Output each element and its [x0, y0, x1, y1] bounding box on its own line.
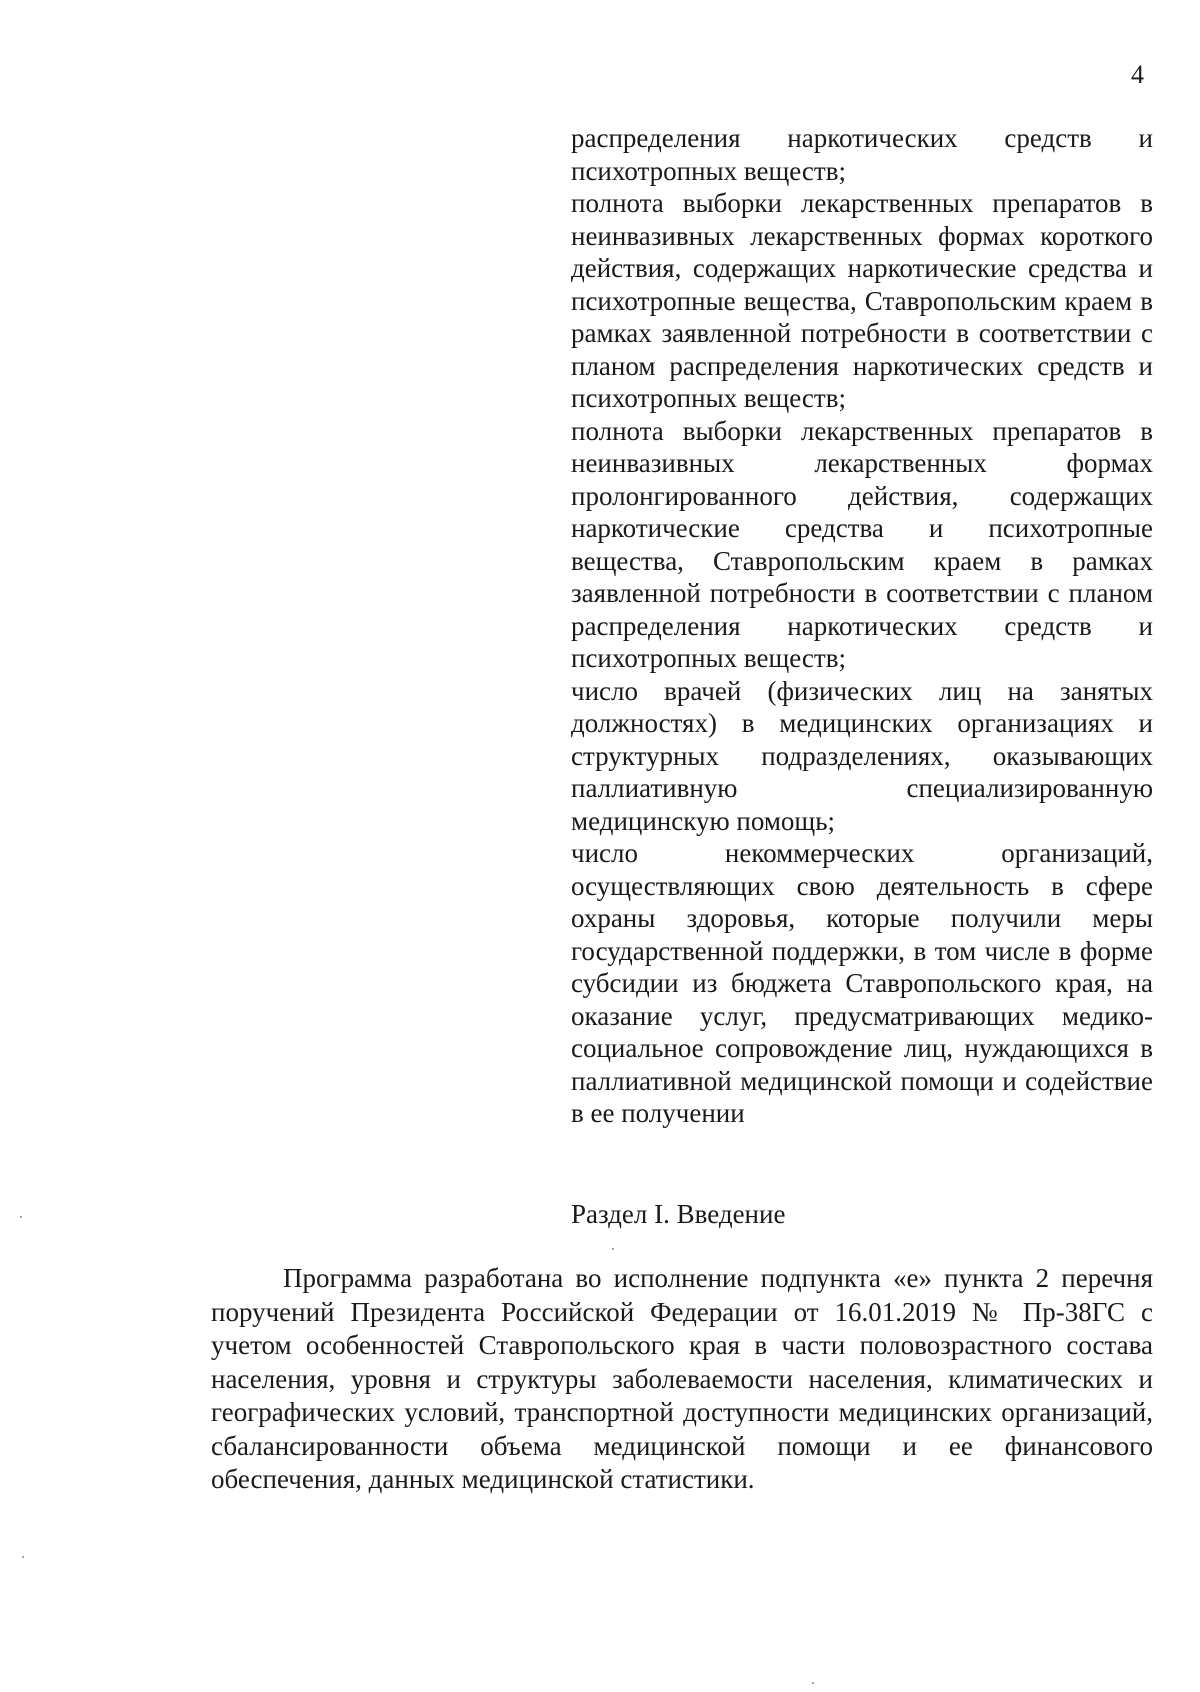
scan-speck	[612, 1248, 614, 1250]
intro-paragraph: Программа разработана во исполнение подпункта «е» пункта 2 перечня поручений Президента Российской Федерации от 16.01.2019 № Пр-38ГС с учетом особенностей Ставропольского края в части половозрастного состава населения, уровня и структуры заболеваемости населения, климатических и географических условий, транспортной доступности медицинских организаций, сбалансированности объема медицинской помощи и ее финансового обеспечения, данных медицинской статистики.	[211, 1263, 1153, 1494]
scan-speck	[22, 1556, 24, 1558]
page-number: 4	[1131, 60, 1144, 89]
indicator-item: полнота выборки лекарственных препаратов в неинвазивных лекарственных формах короткого действия, содержащих наркотические средства и психотропные вещества, Ставропольским краем в рамках заявленной потребности в соответствии с планом распределения наркотических средств и психотропных веществ;	[571, 188, 1153, 413]
indicator-item: число врачей (физических лиц на занятых должностях) в медицинских организациях и структурных подразделениях, оказывающих паллиативную специализированную медицинскую помощь;	[571, 675, 1153, 836]
section-heading: Раздел I. Введение	[571, 1199, 786, 1229]
scan-speck	[812, 1682, 814, 1684]
indicator-list	[571, 122, 1153, 1130]
scan-speck	[20, 1216, 22, 1218]
indicator-item: число некоммерческих организаций, осуществляющих свою деятельность в сфере охраны здоровья, которые получили меры государственной поддержки, в том числе в форме субсидии из бюджета Ставропольского края, на оказание услуг, предусматривающих медико-социальное сопровождение лиц, нуждающихся в паллиативной медицинской помощи и содействие в ее получении	[571, 838, 1153, 1128]
indicator-item: распределения наркотических средств и психотропных веществ;	[571, 123, 1153, 186]
indicator-item: полнота выборки лекарственных препаратов в неинвазивных лекарственных формах пролонгированного действия, содержащих наркотические средства и психотропные вещества, Ставропольским краем в рамках заявленной потребности в соответствии с планом распределения наркотических средств и психотропных веществ;	[571, 415, 1153, 673]
